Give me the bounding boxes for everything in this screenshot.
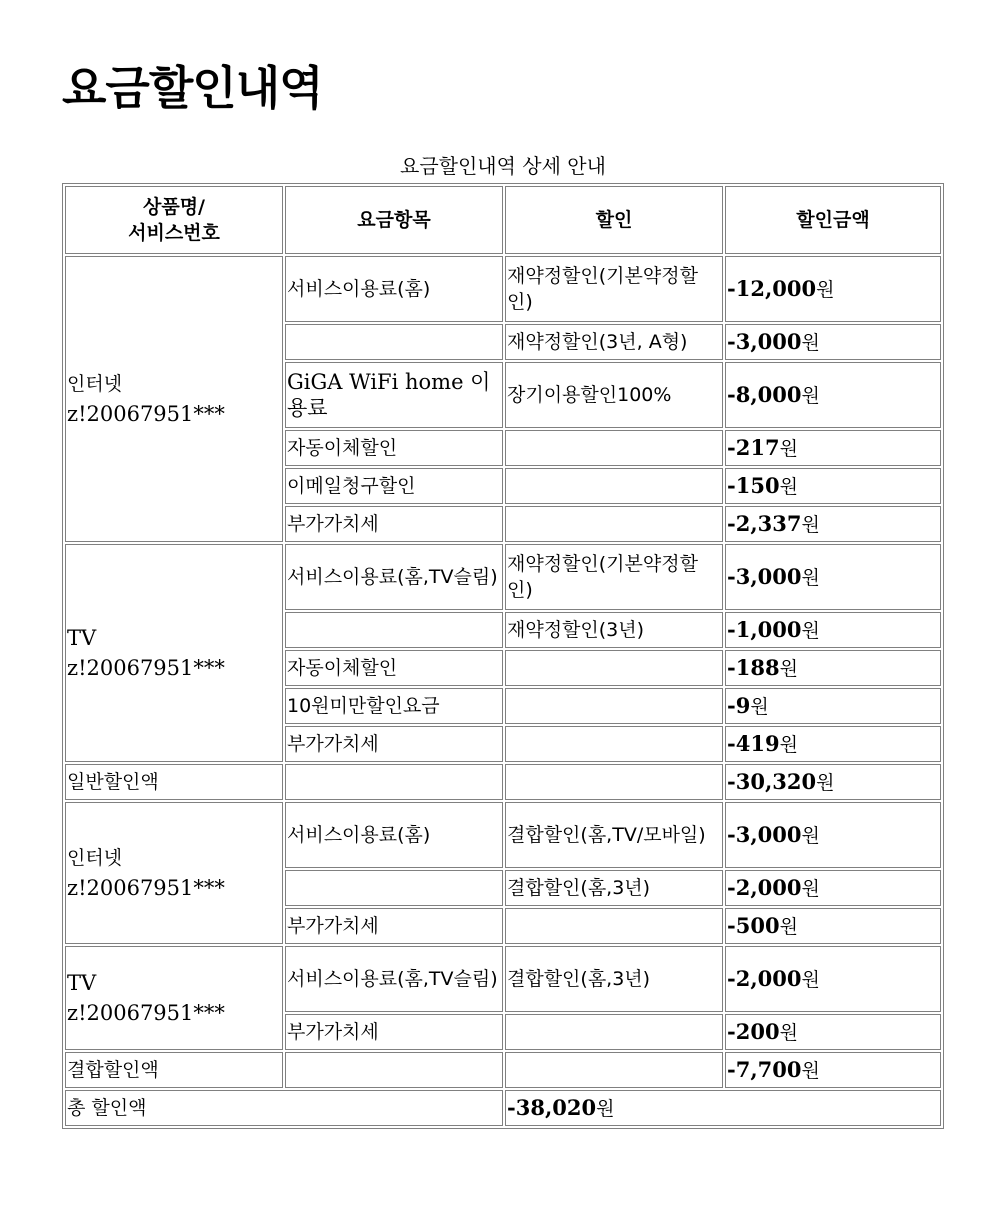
discount-cell	[505, 908, 723, 944]
header-row	[65, 186, 941, 254]
product-cell: TV z!20067951***	[65, 946, 283, 1050]
discount-cell: 결합할인(홈,TV/모바일)	[505, 802, 723, 868]
discount-cell: 재약정할인(기본약정할인)	[505, 256, 723, 322]
amount-cell: -217원	[725, 430, 941, 466]
amount-cell: -12,000원	[725, 256, 941, 322]
amount-cell: -3,000원	[725, 802, 941, 868]
table-caption: 요금할인내역 상세 안내	[400, 154, 606, 178]
amount-cell: -188원	[725, 650, 941, 686]
discount-cell	[505, 650, 723, 686]
amount-cell: -419원	[725, 726, 941, 762]
header-discount: 할인	[505, 186, 723, 254]
item-cell	[285, 612, 503, 648]
amount-cell: -500원	[725, 908, 941, 944]
amount-cell: -3,000원	[725, 324, 941, 360]
discount-cell: 재약정할인(기본약정할인)	[505, 544, 723, 610]
subtotal-row	[65, 1052, 941, 1088]
item-cell: 자동이체할인	[285, 430, 503, 466]
subtotal-amount: -7,700원	[725, 1052, 941, 1088]
discount-cell	[505, 506, 723, 542]
table-row	[65, 802, 941, 868]
amount-cell: -150원	[725, 468, 941, 504]
discount-cell	[505, 1052, 723, 1088]
header-amount: 할인금액	[725, 186, 941, 254]
amount-cell: -3,000원	[725, 544, 941, 610]
item-cell: 부가가치세	[285, 506, 503, 542]
total-row	[65, 1090, 941, 1126]
header-item: 요금항목	[285, 186, 503, 254]
total-label: 총 할인액	[65, 1090, 503, 1126]
item-cell: 부가가치세	[285, 1014, 503, 1050]
discount-table-container	[62, 150, 940, 1129]
amount-cell: -200원	[725, 1014, 941, 1050]
item-cell	[285, 764, 503, 800]
subtotal-label: 결합할인액	[65, 1052, 283, 1088]
item-cell	[285, 1052, 503, 1088]
item-cell: GiGA WiFi home 이용료	[285, 362, 503, 428]
item-cell: 10원미만할인요금	[285, 688, 503, 724]
item-cell: 이메일청구할인	[285, 468, 503, 504]
subtotal-label: 일반할인액	[65, 764, 283, 800]
discount-cell	[505, 430, 723, 466]
amount-cell: -9원	[725, 688, 941, 724]
product-cell: 인터넷 z!20067951***	[65, 802, 283, 944]
discount-cell	[505, 726, 723, 762]
item-cell: 부가가치세	[285, 726, 503, 762]
item-cell	[285, 870, 503, 906]
table-row	[65, 544, 941, 610]
subtotal-row	[65, 764, 941, 800]
discount-cell	[505, 688, 723, 724]
discount-cell: 장기이용할인100%	[505, 362, 723, 428]
amount-cell: -8,000원	[725, 362, 941, 428]
discount-cell: 결합할인(홈,3년)	[505, 870, 723, 906]
item-cell: 서비스이용료(홈,TV슬림)	[285, 946, 503, 1012]
discount-cell: 재약정할인(3년)	[505, 612, 723, 648]
table-row	[65, 256, 941, 322]
product-cell: 인터넷 z!20067951***	[65, 256, 283, 542]
header-product: 상품명/ 서비스번호	[65, 186, 283, 254]
item-cell: 서비스이용료(홈)	[285, 256, 503, 322]
amount-cell: -1,000원	[725, 612, 941, 648]
discount-cell	[505, 764, 723, 800]
discount-cell: 재약정할인(3년, A형)	[505, 324, 723, 360]
discount-cell: 결합할인(홈,3년)	[505, 946, 723, 1012]
total-amount: -38,020원	[505, 1090, 941, 1126]
discount-cell	[505, 1014, 723, 1050]
product-cell: TV z!20067951***	[65, 544, 283, 762]
item-cell: 자동이체할인	[285, 650, 503, 686]
page-title: 요금할인내역	[62, 61, 323, 115]
item-cell: 부가가치세	[285, 908, 503, 944]
amount-cell: -2,337원	[725, 506, 941, 542]
amount-cell: -2,000원	[725, 870, 941, 906]
item-cell	[285, 324, 503, 360]
discount-cell	[505, 468, 723, 504]
table-row	[65, 946, 941, 1012]
item-cell: 서비스이용료(홈,TV슬림)	[285, 544, 503, 610]
discount-table	[62, 150, 944, 1129]
subtotal-amount: -30,320원	[725, 764, 941, 800]
item-cell: 서비스이용료(홈)	[285, 802, 503, 868]
amount-cell: -2,000원	[725, 946, 941, 1012]
